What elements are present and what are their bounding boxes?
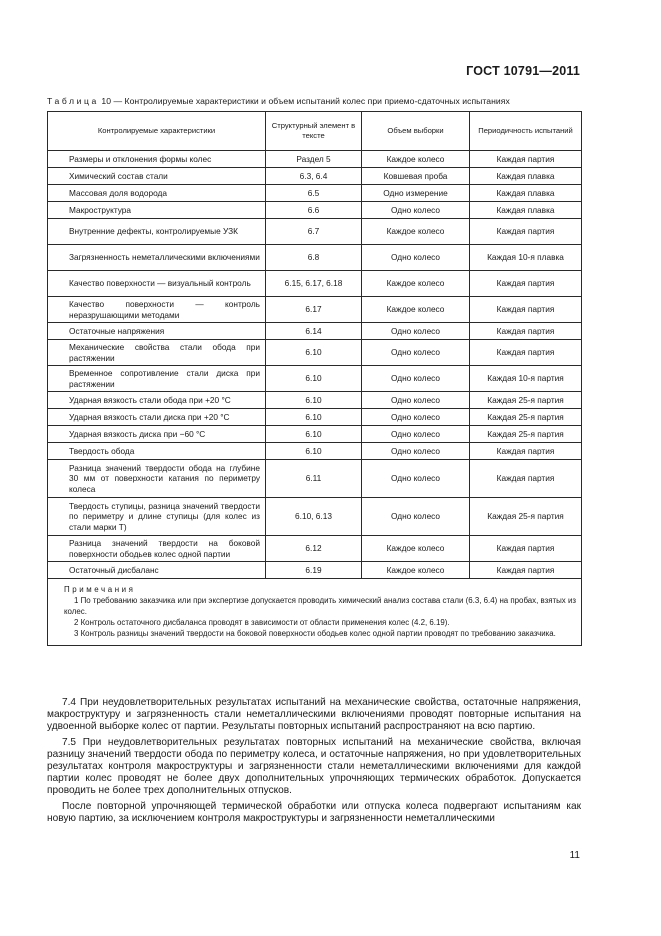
cell-sample: Одно колесо [362, 340, 470, 366]
cell-frequency: Каждая партия [470, 562, 582, 579]
cell-element: 6.10 [266, 409, 362, 426]
paragraph-7-4: 7.4 При неудовлетворительных результатах испытаний на механические свойства, остаточные напряжения, макроструктуру и загрязненность стали неметаллическими включениями проводят повторные испытания на удвоенной выборке колес от партии. Результаты повторных испытаний распространяют на всю партию. [47, 697, 581, 732]
table-row [48, 271, 582, 297]
notes-cell [48, 579, 582, 646]
cell-frequency: Каждая партия [470, 460, 582, 498]
cell-characteristic: Загрязненность неметаллическими включениями [48, 245, 266, 271]
table-row [48, 340, 582, 366]
cell-frequency: Каждая партия [470, 323, 582, 340]
table-row [48, 392, 582, 409]
cell-characteristic: Ударная вязкость стали обода при +20 °С [48, 392, 266, 409]
table-row [48, 151, 582, 168]
cell-frequency: Каждая партия [470, 443, 582, 460]
cell-characteristic: Макроструктура [48, 202, 266, 219]
table-row [48, 366, 582, 392]
table-row [48, 202, 582, 219]
table-caption [47, 96, 587, 106]
column-header-frequency: Периодичность испытаний [470, 112, 582, 151]
cell-element: 6.6 [266, 202, 362, 219]
cell-frequency: Каждая 10-я партия [470, 366, 582, 392]
cell-characteristic: Химический состав стали [48, 168, 266, 185]
cell-characteristic: Разница значений твердости обода на глубине 30 мм от поверхности катания по периметру колеса [48, 460, 266, 498]
cell-sample: Одно колесо [362, 426, 470, 443]
cell-characteristic: Остаточные напряжения [48, 323, 266, 340]
cell-frequency: Каждая 25-я партия [470, 409, 582, 426]
cell-element: 6.12 [266, 536, 362, 562]
cell-frequency: Каждая партия [470, 536, 582, 562]
page-number: 11 [569, 850, 580, 861]
cell-characteristic: Временное сопротивление стали диска при растяжении [48, 366, 266, 392]
column-header-characteristic: Контролируемые характеристики [48, 112, 266, 151]
cell-sample: Одно колесо [362, 366, 470, 392]
cell-element: 6.17 [266, 297, 362, 323]
cell-frequency: Каждая партия [470, 151, 582, 168]
table-caption-text: 10 — Контролируемые характеристики и объем испытаний колес при приемо-сдаточных испытаниях [101, 96, 510, 106]
cell-element: 6.5 [266, 185, 362, 202]
cell-element: 6.19 [266, 562, 362, 579]
body-text [47, 697, 581, 830]
cell-element: 6.10, 6.13 [266, 498, 362, 536]
cell-sample: Каждое колесо [362, 297, 470, 323]
cell-frequency: Каждая плавка [470, 202, 582, 219]
cell-sample: Одно колесо [362, 498, 470, 536]
table-row [48, 245, 582, 271]
cell-sample: Одно колесо [362, 460, 470, 498]
cell-characteristic: Размеры и отклонения формы колес [48, 151, 266, 168]
cell-element: 6.10 [266, 426, 362, 443]
table-row [48, 297, 582, 323]
cell-characteristic: Разница значений твердости на боковой поверхности ободьев колес одной партии [48, 536, 266, 562]
document-code: ГОСТ 10791—2011 [466, 64, 580, 78]
table-row [48, 409, 582, 426]
cell-characteristic: Ударная вязкость стали диска при +20 °С [48, 409, 266, 426]
note-item: 3 Контроль разницы значений твердости на боковой поверхности ободьев колес одной партии проводят по требованию заказчика. [74, 629, 556, 639]
cell-frequency: Каждая плавка [470, 185, 582, 202]
cell-element: 6.11 [266, 460, 362, 498]
cell-characteristic: Внутренние дефекты, контролируемые УЗК [48, 219, 266, 245]
cell-frequency: Каждая плавка [470, 168, 582, 185]
cell-sample: Одно измерение [362, 185, 470, 202]
paragraph-7-5: 7.5 При неудовлетворительных результатах повторных испытаний на механические свойства, включая разницу значений твердости обода по периметру колеса, и остаточные напряжения, но при удовлетворительных результатах контроля макроструктуры и загрязненности стали неметаллическими включениями для каждой партии колес проводят не более двух дополнительных упрочняющих термических обработок. Допускается проводить не более трех дополнительных отпусков. [47, 737, 581, 796]
cell-frequency: Каждая партия [470, 340, 582, 366]
cell-frequency: Каждая партия [470, 219, 582, 245]
table-row [48, 168, 582, 185]
cell-sample: Каждое колесо [362, 219, 470, 245]
cell-element: 6.10 [266, 366, 362, 392]
cell-sample: Одно колесо [362, 245, 470, 271]
table-row [48, 562, 582, 579]
table-row [48, 498, 582, 536]
note-item: 1 По требованию заказчика или при экспертизе допускается проводить химический анализ состава стали (6.3, 6.4) на пробах, взятых из колес. [64, 596, 576, 617]
cell-characteristic: Твердость ступицы, разница значений твердости по периметру и длине ступицы (для колес из стали марки Т) [48, 498, 266, 536]
note-item: 2 Контроль остаточного дисбаланса проводят в зависимости от области применения колес (4.2, 6.19). [74, 618, 450, 628]
table-row [48, 443, 582, 460]
cell-element: Раздел 5 [266, 151, 362, 168]
cell-frequency: Каждая партия [470, 297, 582, 323]
cell-frequency: Каждая 25-я партия [470, 392, 582, 409]
cell-sample: Каждое колесо [362, 151, 470, 168]
cell-element: 6.15, 6.17, 6.18 [266, 271, 362, 297]
cell-element: 6.3, 6.4 [266, 168, 362, 185]
notes-title: Примечания [64, 585, 136, 594]
cell-frequency: Каждая 25-я партия [470, 426, 582, 443]
table-caption-label: Таблица [47, 96, 99, 106]
column-header-element: Структурный элемент в тексте [266, 112, 362, 151]
cell-characteristic: Механические свойства стали обода при растяжении [48, 340, 266, 366]
cell-sample: Одно колесо [362, 443, 470, 460]
cell-sample: Ковшевая проба [362, 168, 470, 185]
cell-frequency: Каждая 10-я плавка [470, 245, 582, 271]
table-row [48, 426, 582, 443]
cell-characteristic: Качество поверхности — визуальный контроль [48, 271, 266, 297]
cell-element: 6.10 [266, 340, 362, 366]
cell-sample: Одно колесо [362, 323, 470, 340]
cell-sample: Одно колесо [362, 392, 470, 409]
table-row [48, 536, 582, 562]
cell-element: 6.8 [266, 245, 362, 271]
table-row [48, 219, 582, 245]
table-row [48, 185, 582, 202]
cell-element: 6.14 [266, 323, 362, 340]
cell-sample: Одно колесо [362, 202, 470, 219]
notes-row [48, 579, 582, 646]
table-header-row [48, 112, 582, 151]
characteristics-table [47, 111, 582, 646]
table-row [48, 323, 582, 340]
paragraph-retest: После повторной упрочняющей термической обработки или отпуска колеса подвергают испытаниям как новую партию, за исключением контроля макроструктуры и загрязненности неметаллическими [47, 801, 581, 825]
cell-characteristic: Массовая доля водорода [48, 185, 266, 202]
cell-frequency: Каждая партия [470, 271, 582, 297]
cell-frequency: Каждая 25-я партия [470, 498, 582, 536]
table-row [48, 460, 582, 498]
cell-sample: Каждое колесо [362, 271, 470, 297]
cell-characteristic: Твердость обода [48, 443, 266, 460]
cell-characteristic: Ударная вязкость диска при −60 °С [48, 426, 266, 443]
cell-element: 6.10 [266, 443, 362, 460]
cell-sample: Каждое колесо [362, 562, 470, 579]
cell-element: 6.7 [266, 219, 362, 245]
cell-characteristic: Качество поверхности — контроль неразрушающими методами [48, 297, 266, 323]
cell-sample: Каждое колесо [362, 536, 470, 562]
cell-sample: Одно колесо [362, 409, 470, 426]
cell-element: 6.10 [266, 392, 362, 409]
cell-characteristic: Остаточный дисбаланс [48, 562, 266, 579]
column-header-sample: Объем выборки [362, 112, 470, 151]
